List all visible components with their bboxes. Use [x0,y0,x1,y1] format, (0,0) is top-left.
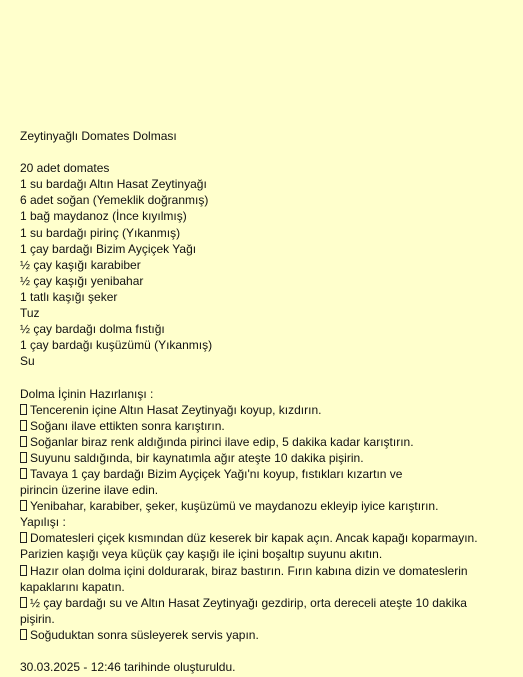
spacer [20,144,510,160]
filling-step-text: Suyunu saldığında, bir kaynatımla ağır ateşte 10 dakika pişirin. [30,450,364,465]
preparation-step-text: ½ çay bardağı su ve Altın Hasat Zeytinyağı gezdirip, orta dereceli ateşte 10 dakika pişirin. [20,595,467,626]
ingredient-item: 1 su bardağı Altın Hasat Zeytinyağı [20,177,207,192]
filling-step-text: Tencerenin içine Altın Hasat Zeytinyağı koyup, kızdırın. [30,402,322,417]
recipe-content [20,128,510,675]
preparation-step [20,530,492,562]
preparation-step [20,563,508,595]
filling-step [20,466,415,498]
ingredient-item: 1 çay bardağı kuşüzümü (Yıkanmış) [20,338,213,353]
square-bullet-icon [20,532,27,543]
ingredient-item: 1 su bardağı pirinç (Yıkanmış) [20,225,181,240]
ingredient-item: 1 çay bardağı Bizim Ayçiçek Yağı [20,241,197,256]
preparation-step-text: Soğuduktan sonra süsleyerek servis yapın. [30,627,259,642]
filling-step [20,418,510,434]
created-timestamp: 30.03.2025 - 12:46 tarihinde oluşturuldu. [20,660,236,675]
preparation-heading: Yapılışı : [20,515,66,530]
square-bullet-icon [20,404,27,415]
filling-step [20,402,510,418]
square-bullet-icon [20,452,27,463]
filling-step-text: Yenibahar, karabiber, şeker, kuşüzümü ve maydanozu ekleyip iyice karıştırın. [30,499,439,514]
square-bullet-icon [20,597,27,608]
ingredient-item: ½ çay kaşığı yenibahar [20,273,144,288]
square-bullet-icon [20,468,27,479]
spacer [20,369,510,385]
filling-step [20,450,510,466]
ingredient-item: Su [20,354,35,369]
ingredient-item: 1 bağ maydanoz (İnce kıyılmış) [20,209,187,224]
preparation-step [20,595,478,627]
square-bullet-icon [20,420,27,431]
filling-step-text: Tavaya 1 çay bardağı Bizim Ayçiçek Yağı'nı koyup, fıstıkları kızartın ve pirincin üzerine ilave edin. [20,466,403,498]
spacer [20,643,510,659]
square-bullet-icon [20,565,27,576]
ingredient-item: Tuz [20,306,40,321]
filling-step [20,434,510,450]
square-bullet-icon [20,436,27,447]
ingredient-item: ½ çay kaşığı karabiber [20,257,141,272]
ingredient-list [20,160,510,369]
recipe-title: Zeytinyağlı Domates Dolması [20,129,177,143]
ingredient-item: 1 tatlı kaşığı şeker [20,289,118,304]
preparation-step [20,627,510,643]
filling-step-text: Soğanlar biraz renk aldığında pirinci ilave edip, 5 dakika kadar karıştırın. [30,434,414,449]
ingredient-item: 6 adet soğan (Yemeklik doğranmış) [20,193,209,208]
filling-section [20,386,510,515]
filling-heading: Dolma İçinin Hazırlanışı : [20,386,154,401]
ingredient-item: ½ çay bardağı dolma fıstığı [20,322,165,337]
preparation-step-text: Domatesleri çiçek kısmından düz keserek bir kapak açın. Ancak kapağı koparmayın. Parizien kaşığı veya küçük çay kaşığı ile içini boşaltıp suyunu akıtın. [20,531,478,562]
preparation-section [20,514,510,643]
preparation-step-text: Hazır olan dolma içini doldurarak, biraz bastırın. Fırın kabına dizin ve domateslerin kapaklarını kapatın. [20,563,468,594]
square-bullet-icon [20,500,27,511]
filling-step [20,498,510,514]
filling-step-text: Soğanı ilave ettikten sonra karıştırın. [30,418,225,433]
ingredient-item: 20 adet domates [20,161,110,176]
square-bullet-icon [20,629,27,640]
